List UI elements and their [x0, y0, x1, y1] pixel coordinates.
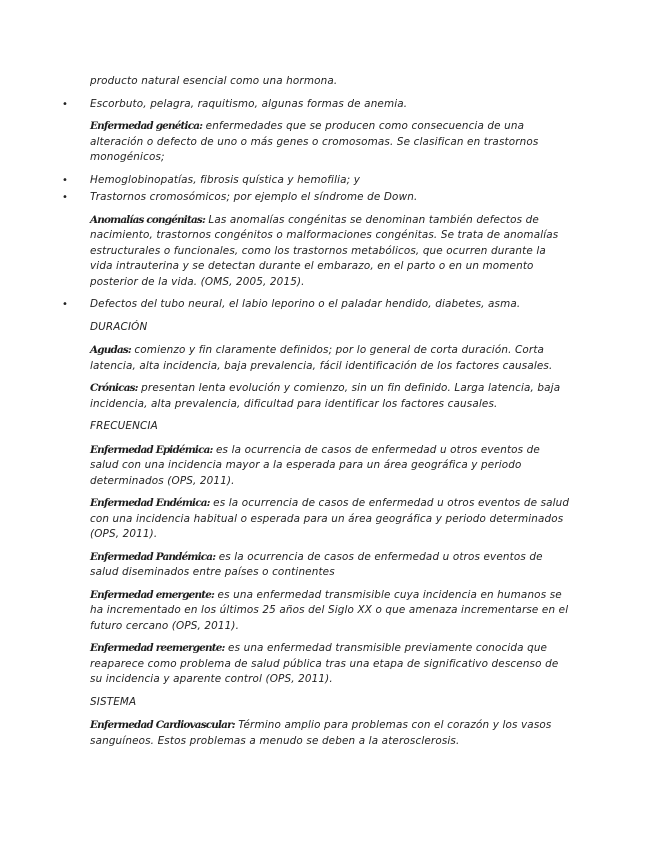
text-epidemica: es la ocurrencia de casos de enfermedad u otros eventos de salud con una incidencia mayor a la esperada para un área geográfica y periodo determinados (OPS, 2011).	[90, 443, 540, 487]
definition-genetica	[90, 119, 570, 166]
definition-pandemica	[90, 550, 570, 581]
term-cardiovascular: Enfermedad Cardiovascular:	[90, 719, 235, 731]
text-reemergente: es una enfermedad transmisible previamente conocida que reaparece como problema de salud pública tras una etapa de significativo descenso de su incidencia y aparente control (OPS, 2011).	[90, 642, 559, 685]
text-cronicas: presentan lenta evolución y comienzo, sin un fin definido. Larga latencia, baja incidencia, alta prevalencia, dificultad para identificar los factores causales.	[90, 382, 561, 410]
intro-paragraph: producto natural esencial como una hormona.	[90, 75, 338, 87]
text-genetica: enfermedades que se producen como consecuencia de una alteración o defecto de uno o más genes o cromosomas. Se clasifican en trastornos monogénicos;	[90, 120, 539, 163]
text-endemica: es la ocurrencia de casos de enfermedad u otros eventos de salud con una incidencia habitual o esperada para un área geográfica y periodo determinados (OPS, 2011).	[90, 497, 570, 540]
term-epidemica: Enfermedad Epidémica:	[90, 443, 213, 456]
term-emergente: Enfermedad emergente:	[90, 588, 215, 601]
text-cardiovascular: Término amplio para problemas con el corazón y los vasos sanguíneos. Estos problemas a menudo se deben a la aterosclerosis.	[90, 719, 552, 747]
term-cronicas: Crónicas:	[90, 382, 138, 394]
text-agudas: comienzo y fin claramente definidos; por lo general de corta duración. Corta latencia, alta incidencia, baja prevalencia, fácil identificación de los factores causales.	[90, 344, 553, 372]
term-genetica: Enfermedad genética:	[90, 120, 203, 132]
definition-endemica	[90, 496, 570, 543]
definition-anomalias	[90, 213, 570, 291]
term-agudas: Agudas:	[90, 344, 131, 356]
heading-frecuencia: FRECUENCIA	[90, 420, 158, 432]
text-pandemica: es la ocurrencia de casos de enfermedad u otros eventos de salud diseminados entre países o continentes	[90, 550, 543, 578]
definition-emergente	[90, 588, 570, 635]
definition-cardiovascular	[90, 718, 570, 749]
definition-cronicas	[90, 381, 570, 412]
term-anomalias: Anomalías congénitas:	[90, 213, 205, 226]
definition-agudas	[90, 343, 570, 374]
term-endemica: Enfermedad Endémica:	[90, 497, 210, 509]
bullet-hemoglobinopatias: • Hemoglobinopatías, fibrosis quística y hemofilia; y	[90, 173, 570, 189]
term-pandemica: Enfermedad Pandémica:	[90, 550, 216, 563]
bullet-escorbuto: • Escorbuto, pelagra, raquitismo, algunas formas de anemia.	[90, 97, 570, 113]
text-emergente: es una enfermedad transmisible cuya incidencia en humanos se ha incrementado en los últimos 25 años del Siglo XX o que amenaza incrementarse en el futuro cercano (OPS, 2011).	[90, 588, 569, 632]
document-body	[90, 74, 570, 756]
term-reemergente: Enfermedad reemergente:	[90, 642, 225, 654]
heading-sistema: SISTEMA	[90, 695, 137, 708]
definition-reemergente	[90, 641, 570, 688]
bullet-defectos: • Defectos del tubo neural, el labio leporino o el paladar hendido, diabetes, asma.	[90, 297, 570, 313]
bullet-trastornos-cromosomicos: • Trastornos cromosómicos; por ejemplo el síndrome de Down.	[90, 190, 570, 206]
heading-duracion: DURACIÓN	[90, 320, 148, 333]
definition-epidemica	[90, 443, 570, 490]
text-anomalias: Las anomalías congénitas se denominan también defectos de nacimiento, trastornos congénitos o malformaciones congénitas. Se trata de anomalías estructurales o funcionales, como los trastornos metabólicos, que ocurren durante la vida intrauterina y se detectan durante el embarazo, en el parto o en un momento posterior de la vida. (OMS, 2005, 2015).	[90, 213, 559, 288]
